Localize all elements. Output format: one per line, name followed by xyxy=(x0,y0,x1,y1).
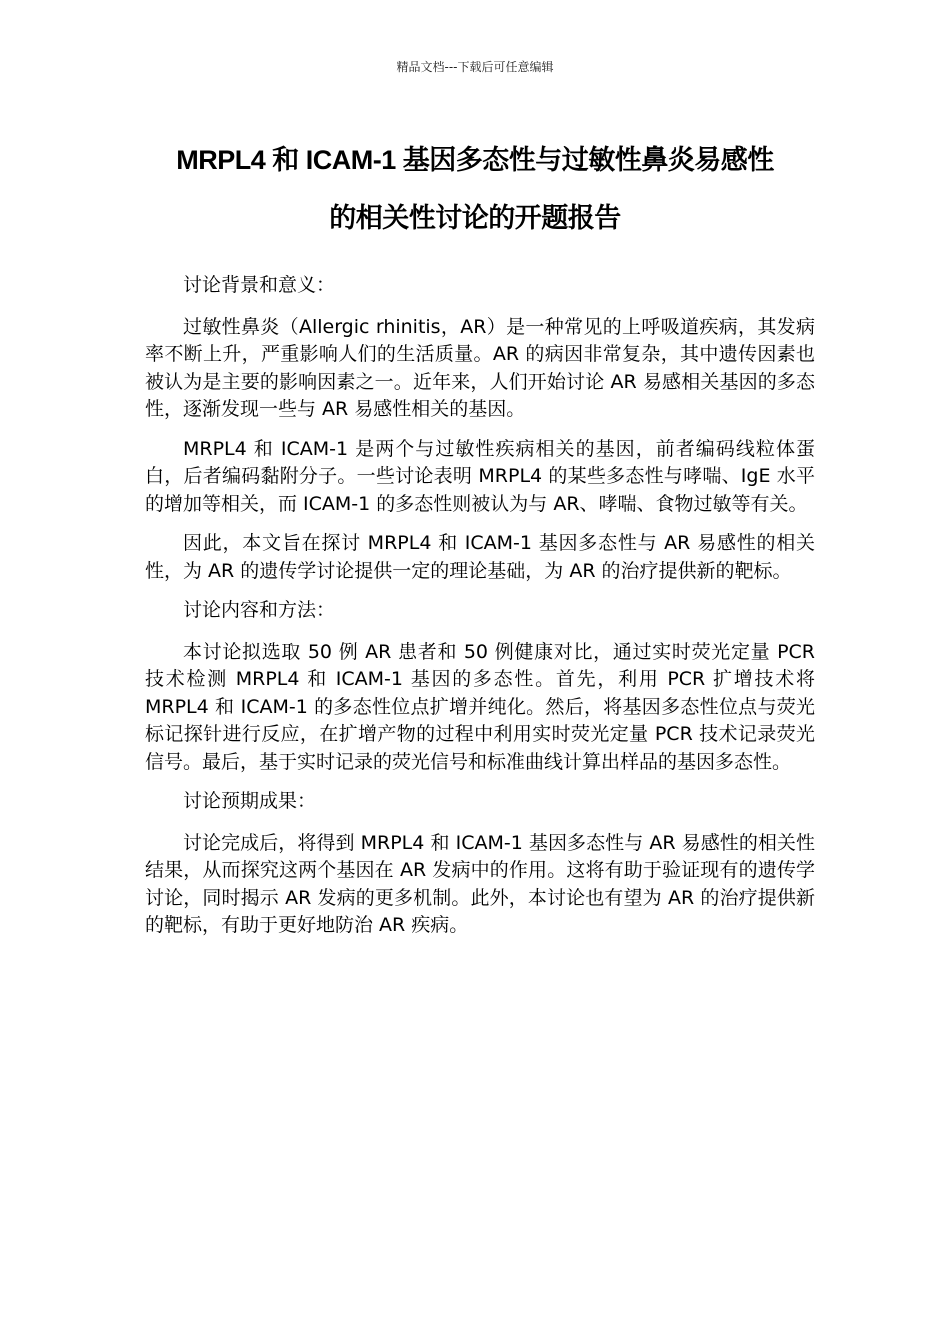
paragraph: 讨论完成后，将得到 MRPL4 和 ICAM-1 基因多态性与 AR 易感性的相关性结果，从而探究这两个基因在 AR 发病中的作用。这将有助于验证现有的遗传学讨论，同时揭示 AR 发病的更多机制。此外，本讨论也有望为 AR 的治疗提供新的靶标，有助于更好地防治 AR 疾病。 xyxy=(145,831,815,936)
document-body xyxy=(145,272,815,952)
document-title-line-2: 的相关性讨论的开题报告 xyxy=(329,203,621,233)
paragraph: 因此，本文旨在探讨 MRPL4 和 ICAM-1 基因多态性与 AR 易感性的相关性，为 AR 的遗传学讨论提供一定的理论基础，为 AR 的治疗提供新的靶标。 xyxy=(145,532,815,582)
document-title-line-1: MRPL4 和 ICAM-1 基因多态性与过敏性鼻炎易感性 xyxy=(176,145,774,175)
header-note: 精品文档---下载后可任意编辑 xyxy=(396,60,554,74)
section-heading-background: 讨论背景和意义： xyxy=(183,274,336,296)
paragraph: MRPL4 和 ICAM-1 是两个与过敏性疾病相关的基因，前者编码线粒体蛋白，后者编码黏附分子。一些讨论表明 MRPL4 的某些多态性与哮喘、IgE 水平的增加等相关，而 ICAM-1 的多态性则被认为与 AR、哮喘、食物过敏等有关。 xyxy=(145,437,815,515)
paragraph: 过敏性鼻炎（Allergic rhinitis，AR）是一种常见的上呼吸道疾病，其发病率不断上升，严重影响人们的生活质量。AR 的病因非常复杂，其中遗传因素也被认为是主要的影响因素之一。近年来，人们开始讨论 AR 易感相关基因的多态性，逐渐发现一些与 AR 易感性相关的基因。 xyxy=(145,315,815,420)
section-heading-methods: 讨论内容和方法： xyxy=(183,599,336,621)
section-heading-expected-results: 讨论预期成果： xyxy=(183,790,317,812)
paragraph: 本讨论拟选取 50 例 AR 患者和 50 例健康对比，通过实时荧光定量 PCR 技术检测 MRPL4 和 ICAM-1 基因的多态性。首先，利用 PCR 扩增技术将 MRPL4 和 ICAM-1 的多态性位点扩增并纯化。然后，将基因多态性位点与荧光标记探针进行反应，在扩增产物的过程中利用实时荧光定量 PCR 技术记录荧光信号。最后，基于实时记录的荧光信号和标准曲线计算出样品的基因多态性。 xyxy=(145,640,815,773)
